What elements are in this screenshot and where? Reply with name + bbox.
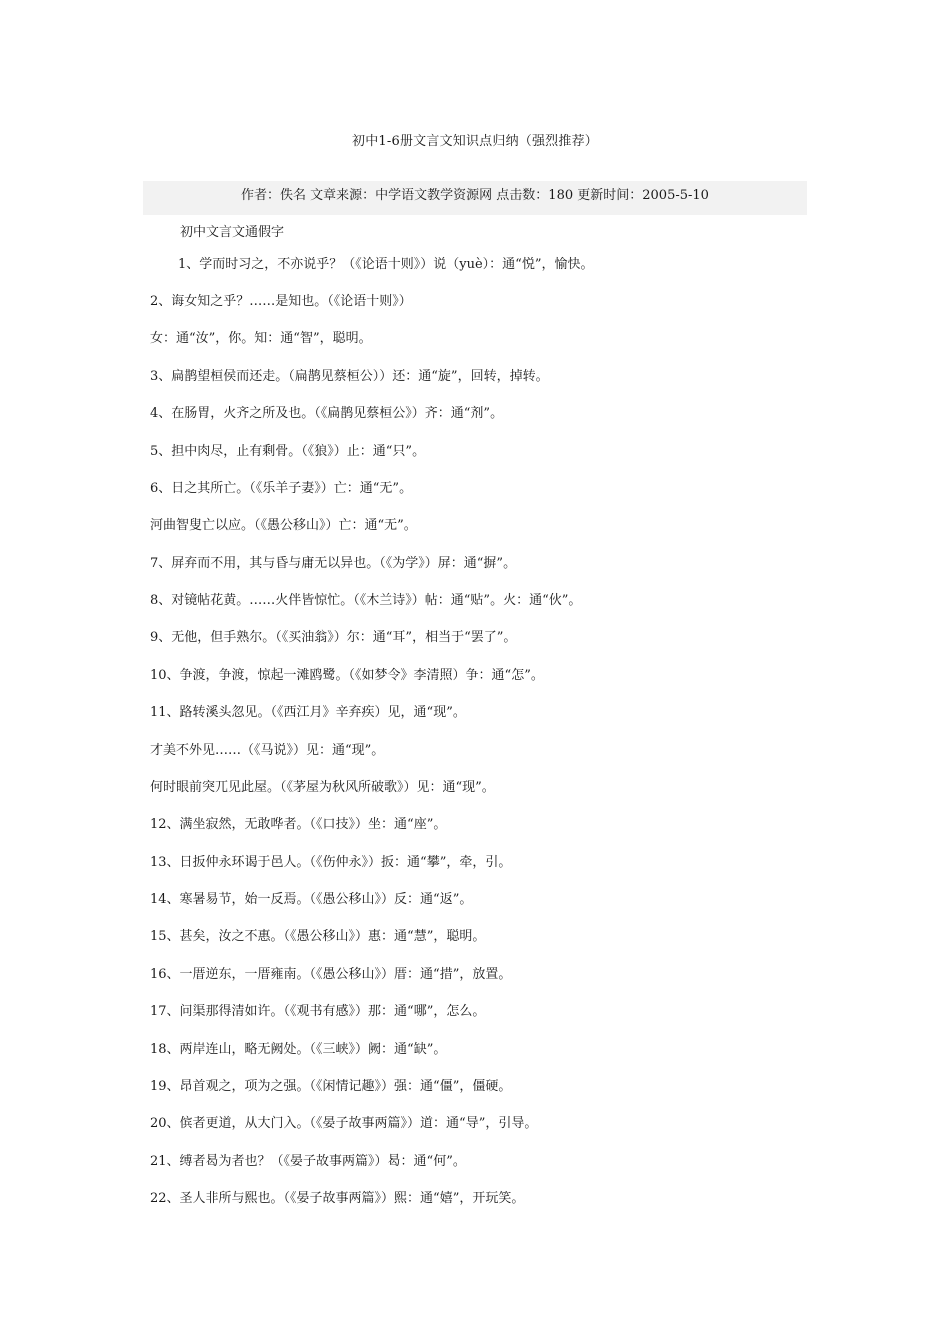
list-item: 9、无他，但手熟尔。（《买油翁》）尔：通“耳”，相当于“罢了”。 bbox=[150, 630, 517, 645]
list-item: 17、问渠那得清如许。（《观书有感》）那：通“哪”，怎么。 bbox=[150, 1004, 486, 1019]
list-item: 11、路转溪头忽见。（《西江月》辛弃疾）见，通“现”。 bbox=[150, 705, 466, 720]
document-title: 初中1-6册文言文知识点归纳（强烈推荐） bbox=[352, 134, 598, 149]
list-item: 才美不外见……（《马说》）见：通“现”。 bbox=[150, 743, 385, 758]
list-item: 8、对镜帖花黄。……火伴皆惊忙。（《木兰诗》）帖：通“贴”。火：通“伙”。 bbox=[150, 593, 582, 608]
list-item: 7、屏弃而不用，其与昏与庸无以异也。（《为学》）屏：通“摒”。 bbox=[150, 556, 517, 571]
section-heading: 初中文言文通假字 bbox=[180, 225, 285, 240]
list-item: 19、昂首观之，项为之强。（《闲情记趣》）强：通“僵”，僵硬。 bbox=[150, 1079, 512, 1094]
list-item: 15、甚矣，汝之不惠。（《愚公移山》）惠：通“慧”，聪明。 bbox=[150, 929, 486, 944]
list-item: 10、争渡，争渡，惊起一滩鸥鹭。（《如梦令》李清照）争：通“怎”。 bbox=[150, 668, 544, 683]
list-item: 22、圣人非所与熙也。（《晏子故事两篇》）熙：通“嬉”，开玩笑。 bbox=[150, 1191, 525, 1206]
list-item: 3、扁鹊望桓侯而还走。（扁鹊见蔡桓公））还：通“旋”，回转，掉转。 bbox=[150, 369, 549, 384]
list-item: 6、日之其所亡。（《乐羊子妻》）亡：通“无”。 bbox=[150, 481, 413, 496]
list-item: 1、学而时习之，不亦说乎？（《论语十则》）说（yuè）：通“悦”，愉快。 bbox=[178, 257, 594, 272]
list-item: 21、缚者曷为者也？（《晏子故事两篇》）曷：通“何”。 bbox=[150, 1154, 466, 1169]
list-item: 5、担中肉尽，止有剩骨。（《狼》）止：通“只”。 bbox=[150, 444, 426, 459]
list-item: 18、两岸连山，略无阙处。（《三峡》）阙：通“缺”。 bbox=[150, 1042, 447, 1057]
list-item: 2、诲女知之乎？……是知也。（《论语十则》） bbox=[150, 294, 412, 309]
list-item: 河曲智叟亡以应。（《愚公移山》）亡：通“无”。 bbox=[150, 518, 417, 533]
article-meta-bar: 作者：佚名 文章来源：中学语文教学资源网 点击数：180 更新时间：2005-5-10 bbox=[143, 181, 807, 215]
list-item: 13、日扳仲永环谒于邑人。（《伤仲永》）扳：通“攀”，牵，引。 bbox=[150, 855, 512, 870]
list-item: 女：通“汝”，你。知：通“智”，聪明。 bbox=[150, 331, 372, 346]
list-item: 12、满坐寂然，无敢哗者。（《口技》）坐：通“座”。 bbox=[150, 817, 447, 832]
list-item: 16、一厝逆东，一厝雍南。（《愚公移山》）厝：通“措”，放置。 bbox=[150, 967, 512, 982]
list-item: 4、在肠胃，火齐之所及也。（《扁鹊见蔡桓公》）齐：通“剂”。 bbox=[150, 406, 504, 421]
list-item: 何时眼前突兀见此屋。（《茅屋为秋风所破歌》）见：通“现”。 bbox=[150, 780, 495, 795]
list-item: 14、寒暑易节，始一反焉。（《愚公移山》）反：通“返”。 bbox=[150, 892, 473, 907]
list-item: 20、傧者更道，从大门入。（《晏子故事两篇》）道：通“导”，引导。 bbox=[150, 1116, 538, 1131]
